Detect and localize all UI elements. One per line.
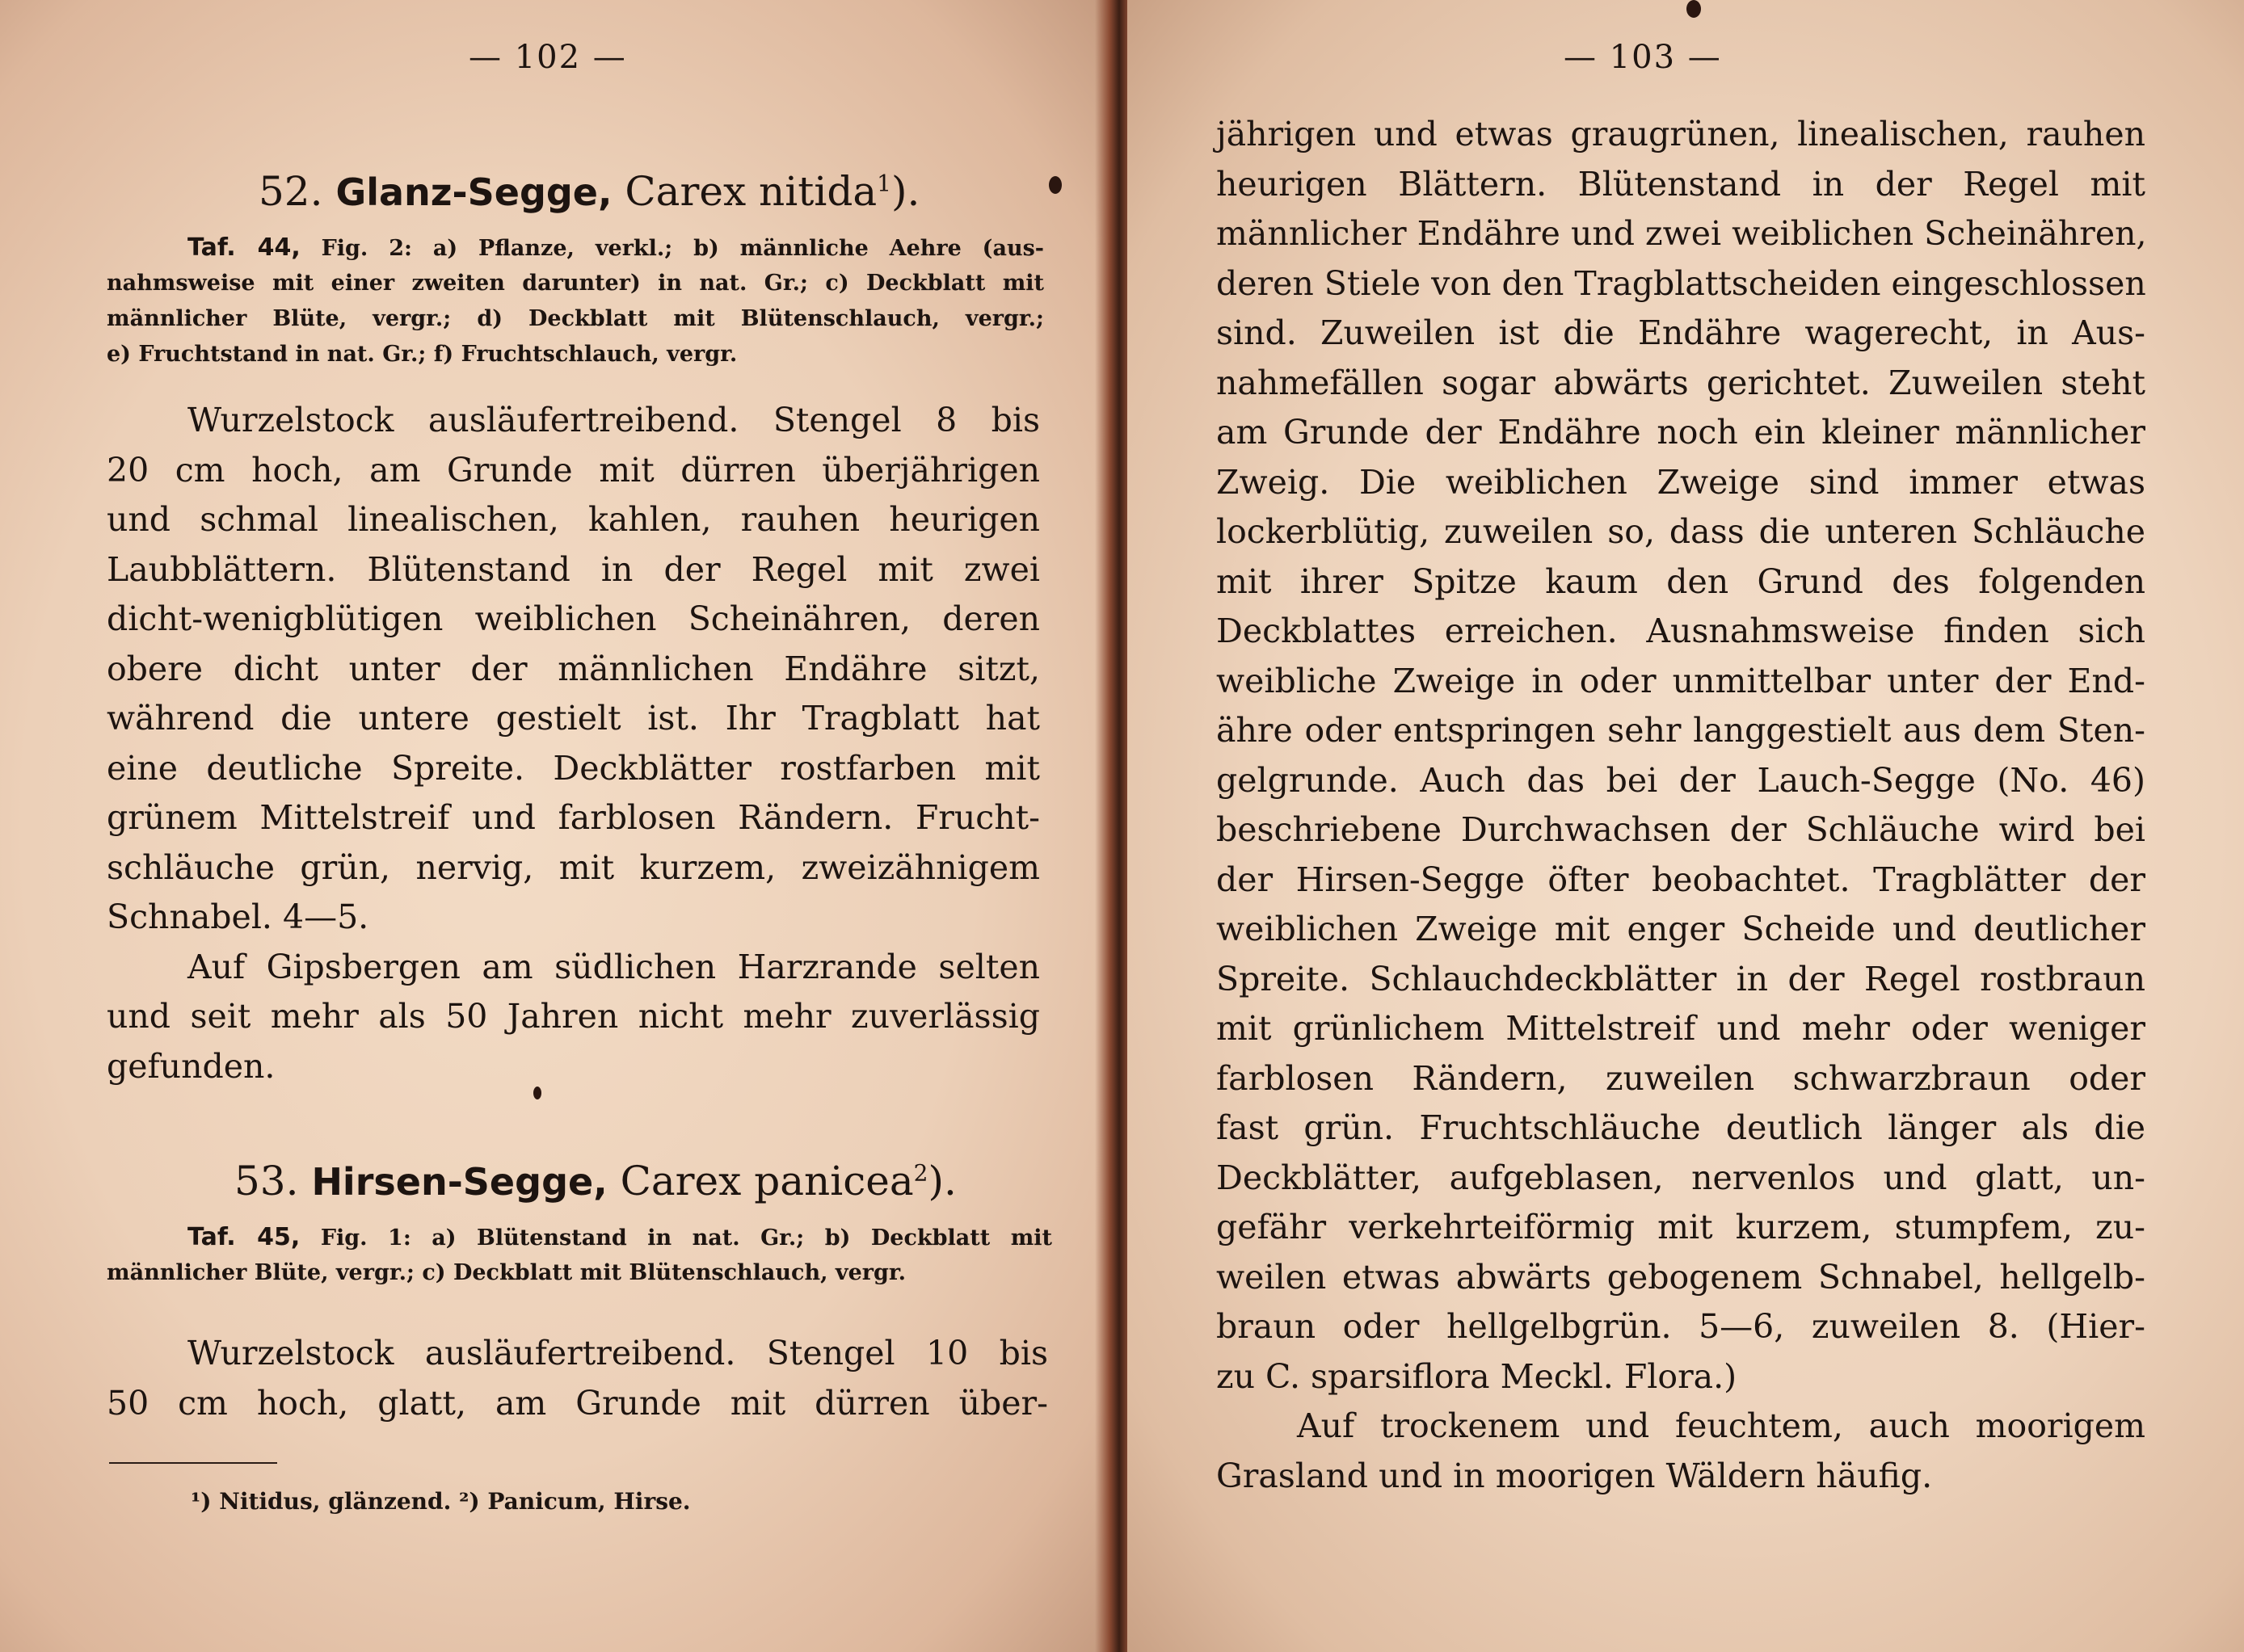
species-heading-52 [259, 168, 920, 215]
text-line: weibliche Zweige in oder unmittelbar unter der End- [1216, 661, 2145, 700]
species-latin-name: Carex nitida [625, 168, 878, 215]
footnote-marker: 1 [877, 170, 891, 197]
ink-spot [533, 1087, 541, 1099]
text-line: eine deutliche Spreite. Deckblätter rostfarben mit [107, 748, 1040, 788]
text-line: schläuche grün, nervig, mit kurzem, zweizähnigem [107, 847, 1040, 887]
ink-spot [1686, 0, 1701, 18]
text-line: jährigen und etwas graugrünen, linealischen, rauhen [1216, 115, 2145, 153]
ink-spot [1049, 176, 1062, 194]
description-53-continued [1216, 110, 2145, 1501]
species-german-name: Hirsen-Segge, [311, 1160, 608, 1204]
page-number-left: — 102 — [469, 39, 627, 76]
text-line: 50 cm hoch, glatt, am Grunde mit dürren über- [107, 1383, 1048, 1423]
text-line: und schmal linealischen, kahlen, rauhen heurigen [107, 500, 1040, 539]
caption-line: Taf. 44, Fig. 2: a) Pflanze, verkl.; b) männliche Aehre (aus- [187, 233, 1044, 262]
caption-line: Taf. 45, Fig. 1: a) Blütenstand in nat. Gr.; b) Deckblatt mit [187, 1223, 1052, 1251]
caption-line: e) Fruchtstand in nat. Gr.; f) Fruchtschlauch, vergr. [107, 342, 738, 367]
text-line: Wurzelstock ausläufertreibend. Stengel 8 bis [187, 401, 1040, 439]
text-line: deren Stiele von den Tragblattscheiden eingeschlossen [1216, 263, 2146, 303]
text-line: der Hirsen-Segge öfter beobachtet. Tragblätter der [1216, 860, 2145, 899]
text-line: gelgrunde. Auch das bei der Lauch-Segge (No. 46) [1216, 760, 2145, 800]
text-line: männlicher Endähre und zwei weiblichen Scheinähren, [1216, 214, 2147, 253]
caption-line: nahmsweise mit einer zweiten darunter) in nat. Gr.; c) Deckblatt mit [107, 271, 1044, 296]
text-line: weilen etwas abwärts gebogenem Schnabel, hellgelb- [1216, 1257, 2145, 1297]
caption-line: männlicher Blüte, vergr.; c) Deckblatt mit Blütenschlauch, vergr. [107, 1260, 907, 1285]
right-page [1127, 0, 2244, 1652]
habitat-line: Auf Gipsbergen am südlichen Harzrande selten [187, 947, 1040, 986]
text-line: während die untere gestielt ist. Ihr Tragblatt hat [107, 699, 1040, 738]
species-german-name: Glanz-Segge, [335, 170, 613, 214]
text-line: sind. Zuweilen ist die Endähre wagerecht, in Aus- [1216, 313, 2145, 352]
text-line: am Grunde der Endähre noch ein kleiner männlicher [1216, 413, 2145, 452]
species-heading-53 [234, 1158, 957, 1204]
description-52 [107, 396, 1040, 1091]
text-line: mit ihrer Spitze kaum den Grund des folgenden [1216, 561, 2145, 601]
text-line: nahmefällen sogar abwärts gerichtet. Zuweilen steht [1216, 363, 2145, 402]
footnotes: ¹) Nitidus, glänzend. ²) Panicum, Hirse. [191, 1488, 691, 1515]
text-line: braun oder hellgelbgrün. 5—6, zuweilen 8. (Hier- [1216, 1307, 2145, 1346]
caption-line: männlicher Blüte, vergr.; d) Deckblatt mit Blütenschlauch, vergr.; [107, 306, 1044, 331]
text-line: Deckblätter, aufgeblasen, nervenlos und glatt, un- [1216, 1158, 2145, 1197]
text-line: beschriebene Durchwachsen der Schläuche wird bei [1216, 810, 2145, 849]
heading-closing: ). [890, 168, 920, 215]
figure-caption-52 [107, 230, 1044, 372]
left-page [0, 0, 1111, 1652]
habitat-line: und seit mehr als 50 Jahren nicht mehr zuverlässig [107, 997, 1040, 1036]
plate-reference: Taf. 44, [187, 233, 301, 262]
habitat-line: Grasland und in moorigen Wäldern häufig. [1216, 1456, 1933, 1495]
text-line: Laubblättern. Blütenstand in der Regel mit zwei [107, 549, 1040, 589]
species-number: 53. [234, 1158, 299, 1204]
text-line: farblosen Rändern, zuweilen schwarzbraun oder [1216, 1058, 2145, 1098]
page-number-right: — 103 — [1564, 39, 1722, 76]
footnote-rule [109, 1462, 277, 1464]
text-line: gefähr verkehrteiförmig mit kurzem, stumpfem, zu- [1216, 1208, 2145, 1246]
footnote-marker: 2 [913, 1159, 928, 1187]
text-line: Zweig. Die weiblichen Zweige sind immer etwas [1216, 462, 2145, 502]
text-line: lockerblütig, zuweilen so, dass die unteren Schläuche [1216, 512, 2145, 551]
text-line: 20 cm hoch, am Grunde mit dürren überjährigen [107, 450, 1040, 490]
text-line: weiblichen Zweige mit enger Scheide und deutlicher [1216, 910, 2145, 948]
text-line: heurigen Blättern. Blütenstand in der Regel mit [1216, 164, 2145, 204]
text-line: fast grün. Fruchtschläuche deutlich länger als die [1216, 1108, 2145, 1147]
text-line: grünem Mittelstreif und farblosen Rändern. Frucht- [107, 798, 1040, 837]
text-line: obere dicht unter der männlichen Endähre sitzt, [107, 649, 1040, 688]
text-line: Spreite. Schlauchdeckblätter in der Regel rostbraun [1216, 959, 2145, 998]
text-line: Deckblattes erreichen. Ausnahmsweise finden sich [1216, 612, 2145, 650]
description-53 [107, 1329, 1048, 1428]
habitat-line: gefunden. [107, 1046, 276, 1086]
heading-closing: ). [928, 1158, 957, 1204]
text-line: Schnabel. 4—5. [107, 897, 369, 936]
text-line: ähre oder entspringen sehr langgestielt aus dem Sten- [1216, 711, 2145, 750]
text-line: mit grünlichem Mittelstreif und mehr oder weniger [1216, 1009, 2145, 1048]
species-number: 52. [259, 168, 323, 215]
plate-reference: Taf. 45, [187, 1223, 301, 1251]
text-line: dicht-wenigblütigen weiblichen Scheinähren, deren [107, 599, 1040, 638]
text-line: Wurzelstock ausläufertreibend. Stengel 10 bis [187, 1334, 1048, 1372]
habitat-line: Auf trockenem und feuchtem, auch moorigem [1297, 1406, 2145, 1445]
species-latin-name: Carex panicea [620, 1158, 914, 1204]
figure-caption-53 [107, 1220, 1052, 1291]
text-line: zu C. sparsiflora Meckl. Flora.) [1216, 1356, 1737, 1396]
